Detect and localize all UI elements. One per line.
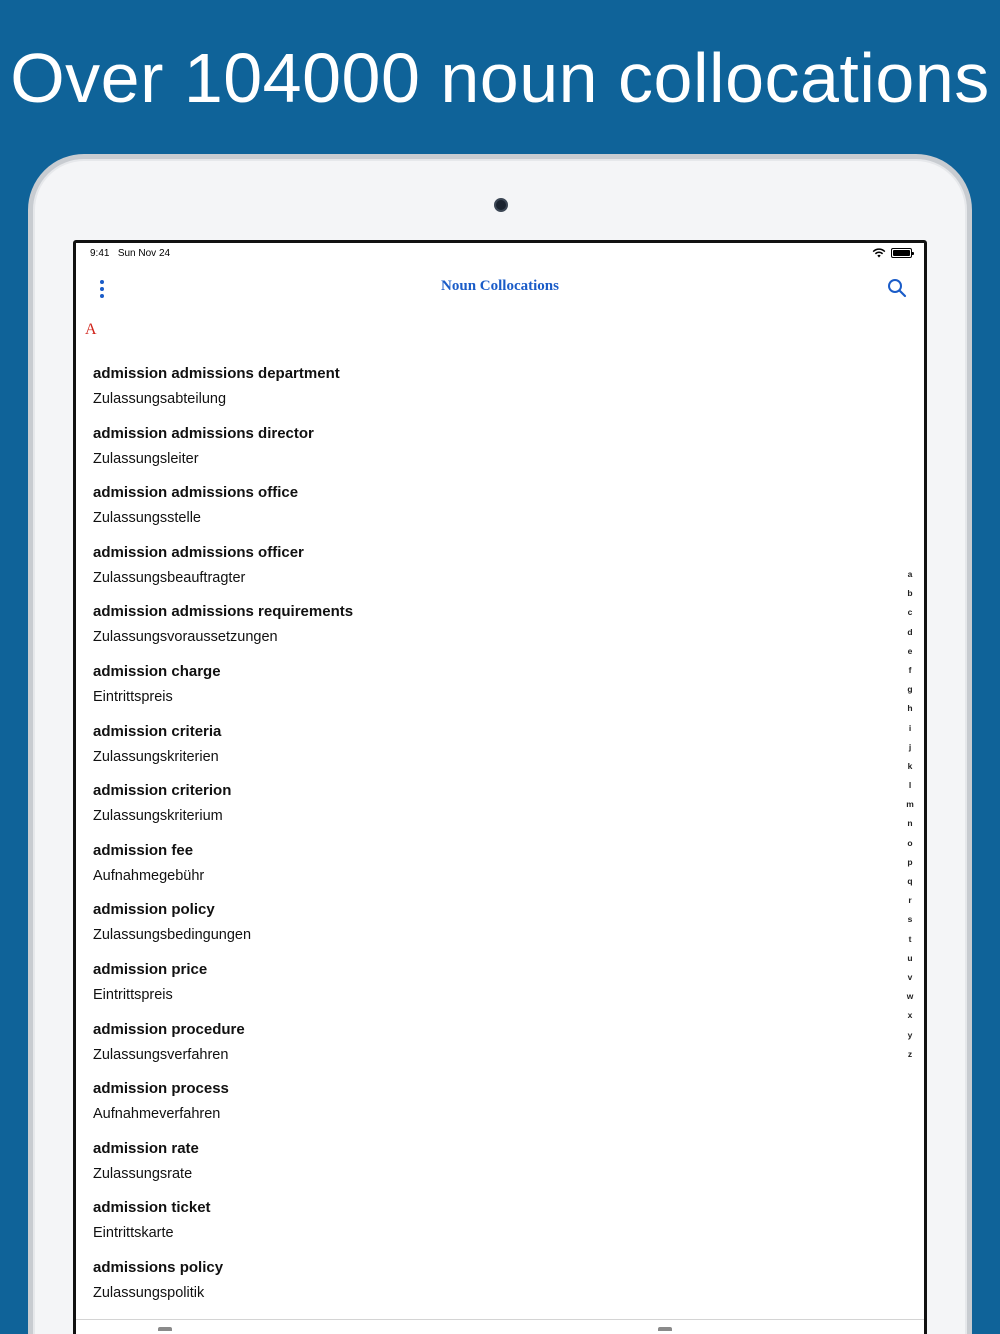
index-letter-i[interactable]: i — [908, 722, 912, 733]
entry-translation: Eintrittspreis — [93, 986, 173, 1003]
alphabet-index[interactable] — [903, 569, 917, 1068]
index-letter-s[interactable]: s — [907, 914, 913, 925]
index-letter-m[interactable]: m — [906, 799, 914, 810]
index-letter-b[interactable]: b — [907, 588, 913, 599]
entry-translation: Zulassungsrate — [93, 1165, 193, 1182]
entry-term: admission charge — [93, 662, 221, 680]
entry-term: admission criterion — [93, 782, 232, 800]
list-item[interactable] — [93, 1257, 873, 1317]
index-letter-r[interactable]: r — [908, 895, 912, 906]
index-letter-o[interactable]: o — [907, 837, 913, 848]
index-letter-j[interactable]: j — [908, 741, 912, 752]
status-time — [90, 248, 170, 259]
list-item[interactable] — [93, 840, 873, 900]
entry-term: admission fee — [93, 841, 194, 859]
list-item[interactable] — [93, 899, 873, 959]
entry-translation: Aufnahmeverfahren — [93, 1106, 221, 1123]
index-letter-u[interactable]: u — [907, 952, 913, 963]
index-letter-v[interactable]: v — [907, 971, 913, 982]
index-letter-p[interactable]: p — [907, 856, 913, 867]
entry-translation: Zulassungsbeauftragter — [93, 569, 246, 586]
entry-translation: Zulassungsvoraussetzungen — [93, 629, 278, 646]
index-letter-f[interactable]: f — [908, 664, 912, 675]
list-item[interactable] — [93, 1078, 873, 1138]
collocation-list — [93, 363, 873, 1317]
list-item[interactable] — [93, 780, 873, 840]
entry-translation: Zulassungspolitik — [93, 1284, 205, 1301]
entry-term: admission price — [93, 960, 208, 978]
headline: Over 104000 noun collocations — [10, 39, 990, 117]
entry-term: admission criteria — [93, 722, 222, 740]
list-item[interactable] — [93, 482, 873, 542]
entry-translation: Zulassungsstelle — [93, 510, 201, 527]
list-item[interactable] — [93, 423, 873, 483]
index-letter-y[interactable]: y — [907, 1029, 913, 1040]
entry-term: admission rate — [93, 1139, 199, 1157]
list-item[interactable] — [93, 601, 873, 661]
list-item[interactable] — [93, 542, 873, 602]
status-icons — [872, 248, 912, 258]
entry-translation: Aufnahmegebühr — [93, 867, 205, 884]
search-icon[interactable] — [886, 277, 908, 299]
entry-term: admission process — [93, 1080, 229, 1098]
status-bar — [76, 243, 924, 265]
device-screen — [73, 240, 927, 1334]
camera-icon — [494, 198, 508, 212]
index-letter-t[interactable]: t — [908, 933, 912, 944]
entry-translation: Zulassungsbedingungen — [93, 927, 252, 944]
list-item[interactable] — [93, 721, 873, 781]
index-letter-n[interactable]: n — [907, 818, 913, 829]
entry-term: admission admissions department — [93, 365, 340, 382]
entry-term: admission ticket — [93, 1199, 211, 1217]
index-letter-x[interactable]: x — [907, 1010, 913, 1021]
entry-term: admission admissions office — [93, 484, 299, 502]
status-date: Sun Nov 24 — [117, 248, 171, 259]
entry-translation: Zulassungsabteilung — [93, 391, 227, 407]
index-letter-k[interactable]: k — [907, 760, 913, 771]
index-letter-w[interactable]: w — [906, 991, 914, 1002]
list-item[interactable] — [93, 959, 873, 1019]
entry-translation: Eintrittspreis — [93, 688, 173, 705]
index-letter-c[interactable]: c — [907, 607, 913, 618]
tab-icon-right[interactable] — [658, 1327, 672, 1331]
index-letter-l[interactable]: l — [908, 780, 912, 791]
entry-translation: Zulassungsverfahren — [93, 1046, 229, 1063]
battery-icon — [891, 248, 912, 258]
app-screen — [76, 243, 924, 1334]
list-item[interactable] — [93, 363, 873, 423]
entry-term: admission policy — [93, 901, 215, 919]
navigation-bar — [76, 267, 924, 311]
index-letter-d[interactable]: d — [907, 626, 913, 637]
index-letter-g[interactable]: g — [907, 684, 913, 695]
index-letter-q[interactable]: q — [907, 876, 913, 886]
index-letter-h[interactable]: h — [907, 703, 913, 714]
index-letter-z[interactable]: z — [907, 1048, 913, 1059]
list-item[interactable] — [93, 1019, 873, 1079]
entry-term: admission admissions requirements — [93, 603, 354, 621]
entry-translation: Eintrittskarte — [93, 1225, 174, 1242]
list-item[interactable] — [93, 661, 873, 721]
entry-term: admission admissions officer — [93, 543, 304, 561]
entry-term: admission admissions director — [93, 424, 314, 442]
section-header: A — [85, 321, 97, 338]
list-item[interactable] — [93, 1197, 873, 1257]
index-letter-a[interactable]: a — [907, 569, 913, 579]
index-letter-e[interactable]: e — [907, 645, 913, 656]
wifi-icon — [872, 248, 886, 258]
page-title: Noun Collocations — [441, 278, 559, 294]
entry-translation: Zulassungsleiter — [93, 450, 199, 467]
list-item[interactable] — [93, 1138, 873, 1198]
entry-translation: Zulassungskriterium — [93, 808, 223, 825]
status-clock: 9:41 — [90, 248, 110, 259]
entry-translation: Zulassungskriterien — [93, 748, 219, 765]
entry-term: admission procedure — [93, 1020, 245, 1038]
tab-bar-divider — [76, 1319, 924, 1320]
tab-icon-left[interactable] — [158, 1327, 172, 1331]
entry-term: admissions policy — [93, 1258, 224, 1276]
